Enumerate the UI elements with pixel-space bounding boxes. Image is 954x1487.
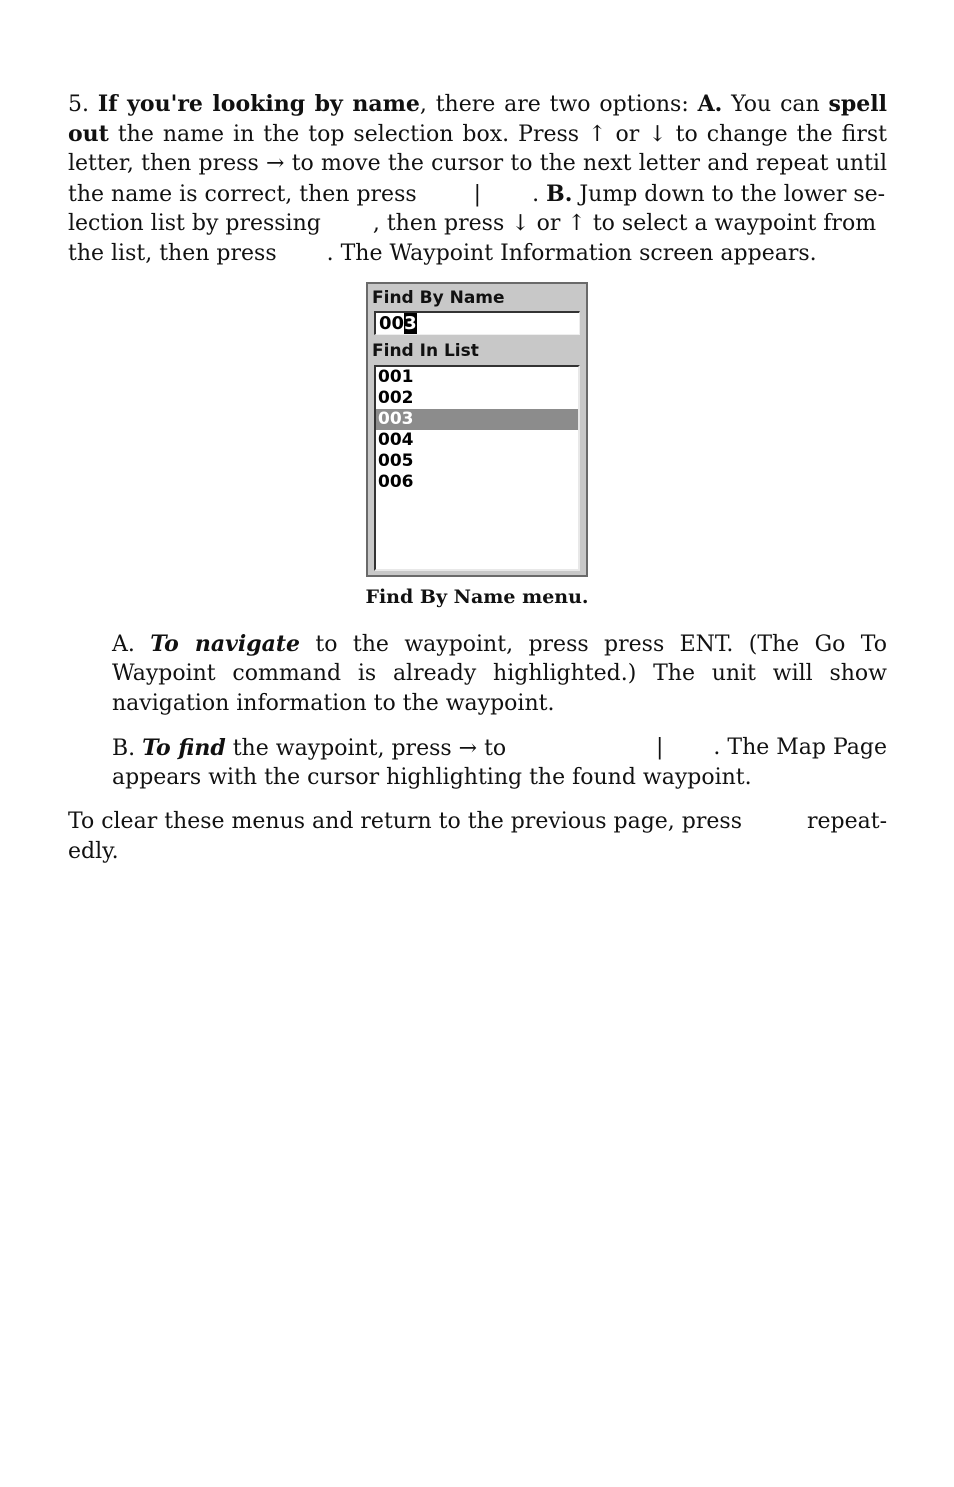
clear-line-1: To clear these menus and return to the previous page, press repeat- bbox=[68, 809, 887, 834]
step-5-line-3: letter, then press → to move the cursor to the next letter and repeat until bbox=[68, 151, 887, 176]
list-item[interactable]: 005 bbox=[378, 451, 414, 471]
option-b-line-1: B. To find the waypoint, press → to | . The Map Page bbox=[112, 735, 887, 761]
step-5-line-6: the list, then press . The Waypoint Information screen appears. bbox=[68, 241, 817, 266]
input-cursor: 3 bbox=[404, 313, 417, 334]
step-5-line-2: out the name in the top selection box. Press ↑ or ↓ to change the first bbox=[68, 121, 887, 147]
list-item[interactable]: 004 bbox=[378, 430, 414, 450]
option-a-line-1: A. To navigate to the waypoint, press press ENT. (The Go To bbox=[112, 631, 888, 657]
list-item[interactable]: 003 bbox=[376, 409, 578, 430]
find-by-name-screen bbox=[366, 282, 588, 577]
option-a-line-2: Waypoint command is already highlighted.) The unit will show bbox=[112, 661, 887, 686]
option-b-line-2: appears with the cursor highlighting the found waypoint. bbox=[112, 765, 752, 790]
step-5-line-1: 5. If you're looking by name, there are two options: A. You can spell bbox=[68, 91, 888, 117]
name-input[interactable]: 003 bbox=[374, 311, 580, 335]
clear-menus-paragraph bbox=[68, 807, 887, 867]
option-a-line-3: navigation information to the waypoint. bbox=[112, 691, 555, 716]
clear-line-2: edly. bbox=[68, 839, 119, 864]
find-in-list-header: Find In List bbox=[372, 341, 479, 361]
step-5-line-4: the name is correct, then press | . B. Jump down to the lower se- bbox=[68, 181, 886, 207]
option-a-paragraph bbox=[112, 629, 887, 719]
find-by-name-header: Find By Name bbox=[372, 288, 505, 308]
step-5-line-5: lection list by pressing , then press ↓ or ↑ to select a waypoint from bbox=[68, 211, 877, 236]
list-item[interactable]: 001 bbox=[378, 367, 414, 387]
list-item[interactable]: 006 bbox=[378, 472, 414, 492]
waypoint-list[interactable] bbox=[374, 365, 580, 571]
option-b-paragraph bbox=[112, 733, 887, 793]
step-5-paragraph bbox=[68, 89, 887, 269]
figure-caption: Find By Name menu. bbox=[365, 586, 589, 608]
list-item[interactable]: 002 bbox=[378, 388, 414, 408]
